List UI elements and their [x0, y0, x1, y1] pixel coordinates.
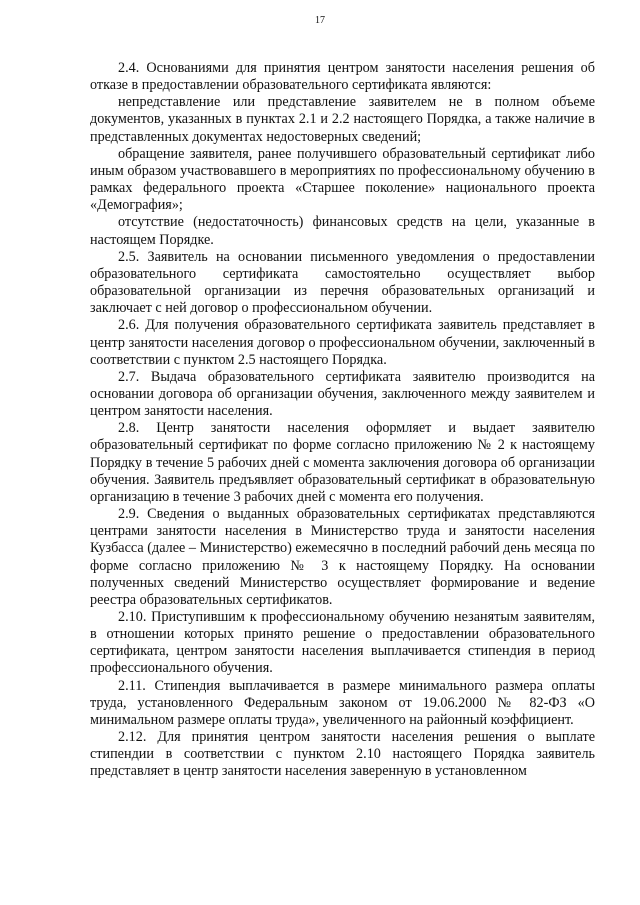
paragraph-2-9: 2.9. Сведения о выданных образовательных сертификатах представляются центрами занятости населения в Министерство труда и занятости населения Кузбасса (далее – Министерство) ежемесячно в последний рабочий день месяца по форме согласно приложению № 3 к настоящему Порядку. На основании полученных сведений Министерство осуществляет формирование и ведение реестра образовательных сертификатов. [90, 506, 595, 608]
paragraph-2-12: 2.12. Для принятия центром занятости населения решения о выплате стипендии в соответствии с пунктом 2.10 настоящего Порядка заявитель представляет в центр занятости населения заверенную в установленном [90, 729, 595, 780]
paragraph-2-11: 2.11. Стипендия выплачивается в размере минимального размера оплаты труда, установленного Федеральным законом от 19.06.2000 № 82-ФЗ «О минимальном размере оплаты труда», увеличенного на районный коэффициент. [90, 677, 595, 728]
paragraph-2-4: 2.4. Основаниями для принятия центром занятости населения решения об отказе в предоставлении образовательного сертификата являются: [90, 60, 595, 94]
paragraph-2-10: 2.10. Приступившим к профессиональному обучению незанятым заявителям, в отношении которых принято решение о предоставлении образовательного сертификата, центром занятости населения выплачивается стипендия в период профессионального обучения. [90, 609, 595, 677]
paragraph-2-4-item-3: отсутствие (недостаточность) финансовых средств на цели, указанные в настоящем Порядке. [90, 214, 595, 248]
paragraph-2-8: 2.8. Центр занятости населения оформляет и выдает заявителю образовательный сертификат по форме согласно приложению № 2 к настоящему Порядку в течение 5 рабочих дней с момента заключения договора об организации обучения. Заявитель предъявляет образовательный сертификат в образовательную организацию в течение 3 рабочих дней с момента его получения. [90, 420, 595, 505]
paragraph-2-4-item-2: обращение заявителя, ранее получившего образовательный сертификат либо иным образом участвовавшего в мероприятиях по профессиональному обучению в рамках федерального проекта «Старшее поколение» национального проекта «Демография»; [90, 145, 595, 214]
paragraph-2-6: 2.6. Для получения образовательного сертификата заявитель представляет в центр занятости населения договор о профессиональном обучении, заключенный в соответствии с пунктом 2.5 настоящего Порядка. [90, 317, 595, 368]
page-number: 17 [315, 15, 325, 26]
paragraph-2-7: 2.7. Выдача образовательного сертификата заявителю производится на основании договора об организации обучения, заключенного между заявителем и центром занятости населения. [90, 368, 595, 420]
paragraph-2-4-item-1: непредставление или представление заявителем не в полном объеме документов, указанных в пунктах 2.1 и 2.2 настоящего Порядка, а также наличие в представленных документах недостоверных сведений; [90, 94, 595, 145]
paragraph-2-5: 2.5. Заявитель на основании письменного уведомления о предоставлении образовательного сертификата самостоятельно осуществляет выбор образовательной организации из перечня образовательных организаций и заключает с ней договор о профессиональном обучении. [90, 248, 595, 317]
document-body [90, 60, 595, 781]
